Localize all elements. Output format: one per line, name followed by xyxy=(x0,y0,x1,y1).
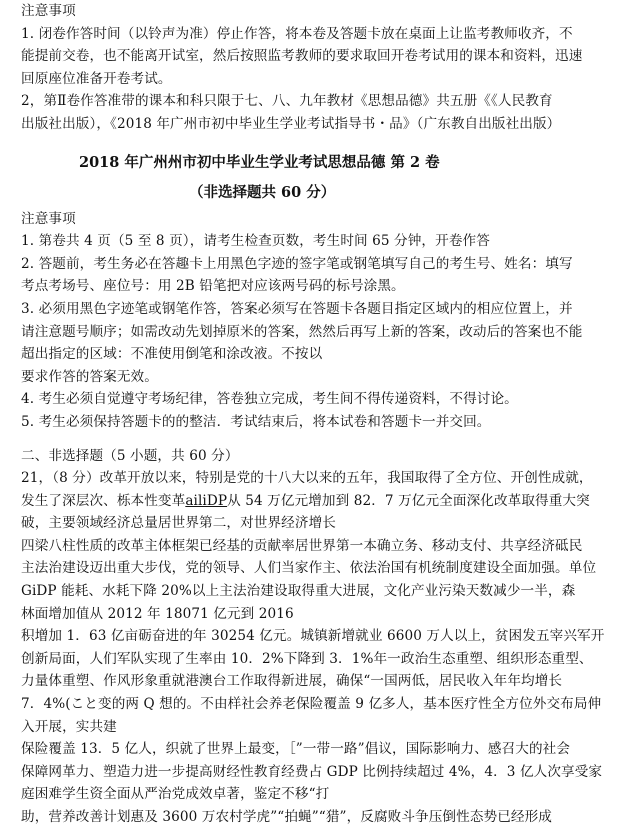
question-21-line-4: 四梁八柱性质的改革主体框架已经基的贡献率居世界第一本确立务、移动支付、共享经济砥民 xyxy=(21,537,583,554)
notice-2-line-2: 2. 答题前，考生务必在答趣卡上用黑色字迹的签字笔或钢笔填写自己的考生号、姓名：填写 xyxy=(21,255,573,272)
notice-2-line-5: 请注意题号顺序；如需改动先划掉原米的答案，然然后再写上新的答案，改动后的答案也不能 xyxy=(21,323,583,340)
question-21-line-3: 破，主要领域经济总量居世界第二，对世界经济增长 xyxy=(21,515,336,532)
question-21-line-2 xyxy=(21,490,613,513)
question-21-line-1: 21，（8 分）改革开放以来，特别是党的十八大以来的五年，我国取得了全方位、开创性成就， xyxy=(21,470,593,487)
section-heading: 二、非选择题（5 小题，共 60 分） xyxy=(21,447,239,464)
question-21-line-6: GiDP 能耗、水耗下降 20%以上主法治建设取得重大进展，文化产业污染天数减少一半，森 xyxy=(21,583,576,600)
question-21-line-5: 主法治建设迈出重大步伐，党的领导、人们当家作主、依法治国有机统制度建设全面加强。单位 xyxy=(21,560,597,577)
question-21-line-7: 林面增加值从 2012 年 18071 亿元到 2016 xyxy=(21,605,294,622)
question-21-line-11: 7．4%(こと变的两 Q 想的。不由样社会养老保险覆盖 9 亿多人，基本医疗性全方位外交布局伸 xyxy=(21,696,602,713)
section-gap xyxy=(21,434,613,445)
underlined-term: ailiDP xyxy=(185,492,228,509)
question-21-line-10: 力量体重塑、作风形象重就港澳台工作取得新进展，确保“一国两低，居民收入年年均增长 xyxy=(21,673,563,690)
notice-heading-2: 注意事项 xyxy=(21,210,76,227)
question-21-line-16: 助，营养改善计划惠及 3600 万农村学虎”“拍蝇”“猎”，反腐败斗争压倒性态势已经形成 xyxy=(21,809,552,825)
notice-2-line-1: 1. 第卷共 4 页（5 至 8 页），请考生检查页数，考生时间 65 分钟，开卷作答 xyxy=(21,233,490,250)
question-21-line-15: 庭困难学生资全面从严治党成效卓著，鉴定不移“打 xyxy=(21,786,330,803)
question-21-line-12: 入开展，实共建 xyxy=(21,718,117,735)
notice-2-line-4: 3. 必须用黑色字迹笔或钢笔作答，答案必须写在答题卡各题目指定区域内的相应位置上，并 xyxy=(21,300,573,317)
notice-1-line-4: 2，第Ⅱ卷作答准带的课本和科只限于七、八、九年教材《思想品德》共五册《《人民教育 xyxy=(21,93,553,110)
notice-heading-1: 注意事项 xyxy=(21,3,76,19)
exam-subtitle: （非选择题共 60 分） xyxy=(189,183,336,201)
notice-1-line-1: 1. 闭卷作答时间（以铃声为准）停止作答，将本卷及答题卡放在桌面上让监考教师收齐，不 xyxy=(21,25,573,42)
question-21-line-14: 保障网革力、塑造力进一步提高财经性教育经费占 GDP 比例持续超过 4%，4．3 亿人次享受家 xyxy=(21,763,603,780)
exam-title: 2018 年广州州市初中毕业生学业考试思想品德 第 2 卷 xyxy=(79,153,440,171)
question-21-line-2-end: 从 54 万亿元增加到 82．7 万亿元全面深化改革取得重大突 xyxy=(227,492,590,509)
question-21-line-8: 积增加 1．63 亿亩砺奋进的年 30254 亿元。城镇新增就业 6600 万人以上，贫困发五宰兴军开 xyxy=(21,628,605,645)
question-21-line-9: 创新局面，人们军队实现了生率由 10．2%下降到 3．1%年一政治生态重塑、组织形态重型、 xyxy=(21,650,593,667)
notice-1-line-3: 回原座位准备开卷考试。 xyxy=(21,70,172,87)
notice-2-line-9: 5. 考生必须保持答题卡的的整洁．考试结束后，将本试卷和答题卡一并交回。 xyxy=(21,413,491,430)
notice-2-line-3: 考点考场号、座位号：用 2B 铅笔把对应该两号码的标号涂黑。 xyxy=(21,278,405,295)
question-21-line-2-start: 发生了深层次、栎本性变革 xyxy=(21,492,186,509)
notice-2-line-8: 4. 考生必须自觉遵守考场纪律，答卷独立完成，考生间不得传递资料，不得讨论。 xyxy=(21,391,518,408)
notice-1-line-5: 出版社出版），《2018 年广州市初中毕业生学业考试指导书・品》（广东教自出版社出版） xyxy=(21,115,561,132)
notice-2-line-7: 要求作答的答案无效。 xyxy=(21,368,158,385)
notice-1-line-2: 能提前交卷，也不能离开试室，然后按照监考教师的要求取回开卷考试用的课本和资料，迅速 xyxy=(21,48,583,65)
notice-2-line-6: 超出指定的区域：不准使用倒笔和涂改液。不按以 xyxy=(21,346,323,363)
question-21-line-13: 保险覆盖 13．5 亿人，织就了世界上最变，［”一带一路”倡议，国际影响力、感召大的社会 xyxy=(21,741,571,758)
